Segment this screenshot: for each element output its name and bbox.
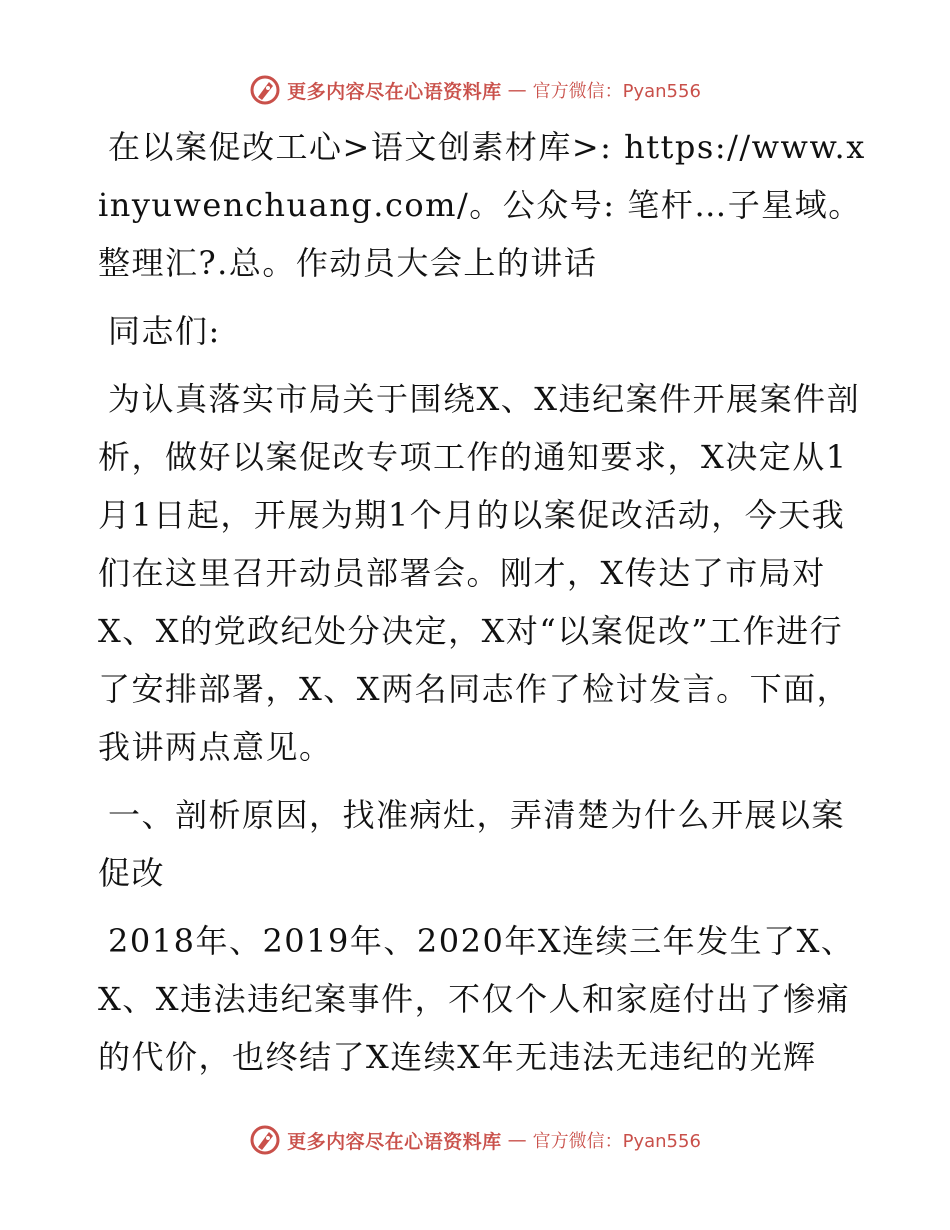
document-body xyxy=(98,118,868,1096)
watermark-brand-text: 更多内容尽在心语资料库 xyxy=(287,1130,502,1153)
watermark-separator: — xyxy=(507,1129,527,1151)
footer-watermark xyxy=(0,1120,950,1160)
salutation: 同志们: xyxy=(108,312,221,350)
body-paragraph: 为认真落实市局关于围绕X、X违纪案件开展案件剖析，做好以案促改专项工作的通知要求，X决定从1月1日起，开展为期1个月的以案促改活动，今天我们在这里召开动员部署会。刚才，X传达了市局对X、X的党政纪处分决定，X对“以案促改”工作进行了安排部署，X、X两名同志作了检讨发言。下面，我讲两点意见。 xyxy=(98,380,861,766)
pen-nib-logo-icon xyxy=(249,1124,281,1156)
watermark-brand-text: 更多内容尽在心语资料库 xyxy=(287,80,502,103)
watermark-official-text: 官方微信：Pyan556 xyxy=(532,81,701,102)
intro-paragraph: 在以案促改工心>语文创素材库>: https://www.xinyuwenchuang.com/。公众号: 笔杆…子星域。整理汇?.总。作动员大会上的讲话 xyxy=(98,128,866,282)
section-heading: 一、剖析原因，找准病灶，弄清楚为什么开展以案促改 xyxy=(98,796,846,892)
watermark-official-text: 官方微信：Pyan556 xyxy=(532,1131,701,1152)
body-paragraph: 2018年、2019年、2020年X连续三年发生了X、X、X违法违纪案事件，不仅个人和家庭付出了惨痛的代价，也终结了X连续X年无违法无违纪的光辉 xyxy=(98,922,855,1076)
pen-nib-logo-icon xyxy=(249,74,281,106)
header-watermark xyxy=(0,70,950,110)
watermark-separator: — xyxy=(507,79,527,101)
